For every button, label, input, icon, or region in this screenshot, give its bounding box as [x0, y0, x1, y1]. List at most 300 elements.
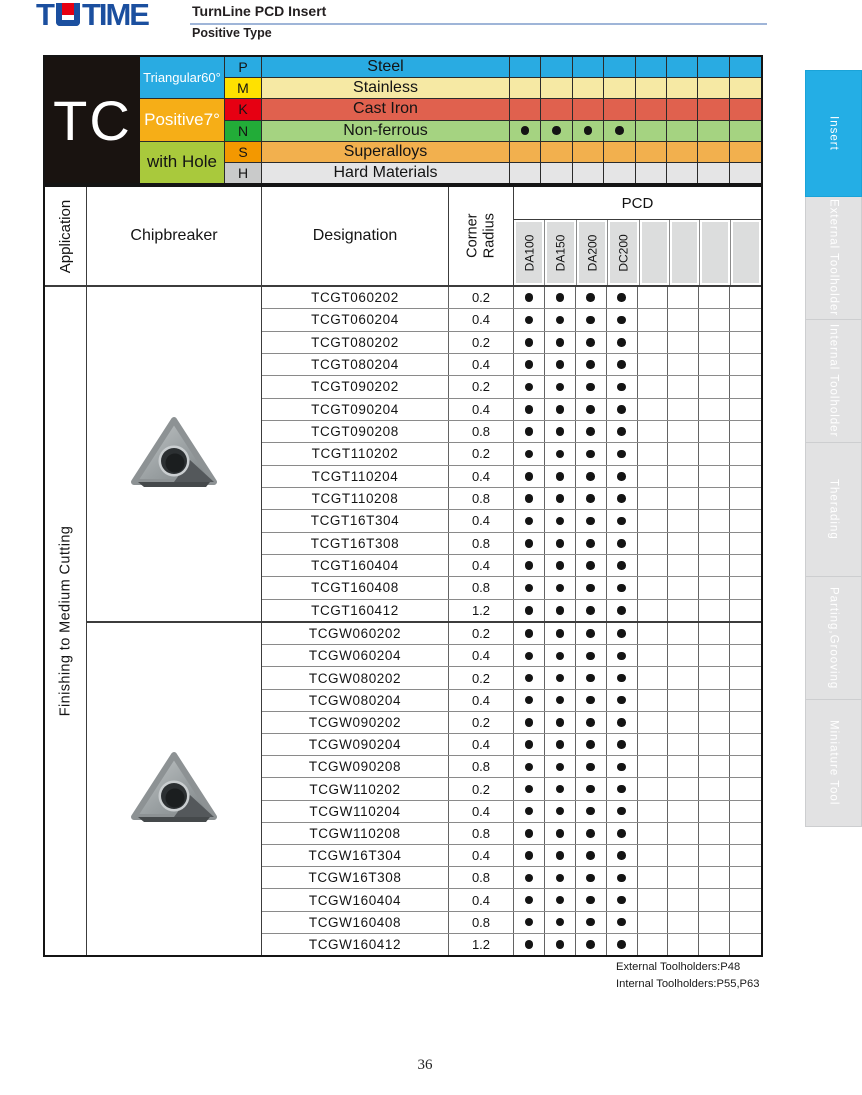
pcd-availability-cell	[730, 287, 761, 308]
material-letter: N	[225, 121, 262, 141]
pcd-availability-cell	[668, 421, 699, 442]
availability-dot-icon	[586, 785, 595, 794]
pcd-availability-cell	[638, 600, 669, 621]
table-row	[262, 332, 761, 354]
pcd-availability-cell	[730, 533, 761, 554]
table-row	[262, 354, 761, 376]
page-index-tabs	[805, 70, 862, 827]
material-grade-cell	[667, 78, 698, 98]
corner-radius-cell: 0.2	[449, 778, 514, 799]
pcd-availability-cell	[545, 399, 576, 420]
corner-radius-cell: 0.8	[449, 488, 514, 509]
availability-dot-icon	[586, 539, 595, 548]
availability-dot-icon	[525, 293, 534, 302]
table-row	[262, 443, 761, 465]
pcd-availability-cell	[699, 712, 730, 733]
feature-positive: Positive7°	[140, 99, 225, 141]
pcd-availability-cell	[545, 645, 576, 666]
pcd-availability-cell	[668, 690, 699, 711]
pcd-availability-cell	[607, 488, 638, 509]
pcd-availability-cell	[545, 332, 576, 353]
header-application: Application	[45, 187, 87, 285]
material-name: Steel	[262, 57, 510, 77]
pcd-availability-cell	[638, 332, 669, 353]
material-grade-cell	[573, 163, 604, 183]
pcd-availability-cell	[668, 912, 699, 933]
footnotes	[616, 959, 759, 992]
availability-dot-icon	[586, 740, 595, 749]
table-row	[262, 823, 761, 845]
designation-cell: TCGW060202	[262, 623, 449, 644]
designation-cell: TCGT160412	[262, 600, 449, 621]
pcd-availability-cell	[514, 801, 545, 822]
pcd-availability-cell	[730, 421, 761, 442]
pcd-availability-cell	[545, 376, 576, 397]
availability-dot-icon	[586, 896, 595, 905]
table-row	[262, 889, 761, 911]
availability-dot-icon	[525, 405, 534, 414]
pcd-availability-cell	[514, 845, 545, 866]
material-grade-cell	[573, 57, 604, 77]
material-grade-cell	[730, 99, 761, 119]
pcd-availability-cell	[638, 577, 669, 598]
sidebar-tab-internal-toolholder[interactable]	[805, 320, 862, 443]
corner-radius-cell: 0.4	[449, 309, 514, 330]
corner-radius-cell: 0.8	[449, 421, 514, 442]
pcd-availability-cell	[514, 309, 545, 330]
sidebar-tab-label: Internal Toolholder	[827, 324, 840, 438]
pcd-availability-cell	[545, 421, 576, 442]
designation-cell: TCGW090204	[262, 734, 449, 755]
designation-cell: TCGT110202	[262, 443, 449, 464]
pcd-availability-cell	[638, 712, 669, 733]
pcd-availability-cell	[730, 734, 761, 755]
availability-dot-icon	[556, 629, 565, 638]
designation-cell: TCGW080204	[262, 690, 449, 711]
table-row	[262, 734, 761, 756]
availability-dot-icon	[617, 740, 626, 749]
pcd-availability-cell	[607, 889, 638, 910]
pcd-availability-cell	[607, 823, 638, 844]
material-row	[225, 57, 761, 78]
pcd-availability-cell	[607, 667, 638, 688]
pcd-availability-cell	[730, 466, 761, 487]
availability-dot-icon	[617, 606, 626, 615]
material-grade-cell	[698, 142, 729, 162]
designation-cell: TCGT090202	[262, 376, 449, 397]
pcd-availability-cell	[545, 555, 576, 576]
pcd-availability-cell	[638, 912, 669, 933]
table-row	[262, 555, 761, 577]
material-letter: M	[225, 78, 262, 98]
pcd-availability-cell	[638, 823, 669, 844]
page-title: TurnLine PCD Insert	[192, 3, 327, 19]
corner-radius-cell: 0.2	[449, 443, 514, 464]
pcd-availability-cell	[730, 801, 761, 822]
availability-dot-icon	[617, 940, 626, 949]
pcd-availability-cell	[699, 667, 730, 688]
grade-column-dc200	[608, 220, 639, 285]
pcd-availability-cell	[576, 466, 607, 487]
pcd-availability-cell	[514, 889, 545, 910]
material-grade-cell	[698, 121, 729, 141]
material-grade-cell	[698, 57, 729, 77]
sidebar-tab-therading[interactable]	[805, 443, 862, 577]
pcd-availability-cell	[668, 889, 699, 910]
material-grade-cell	[541, 78, 572, 98]
corner-radius-cell: 0.4	[449, 399, 514, 420]
pcd-availability-cell	[730, 845, 761, 866]
pcd-availability-cell	[545, 488, 576, 509]
pcd-availability-cell	[638, 421, 669, 442]
pcd-availability-cell	[699, 443, 730, 464]
table-row	[262, 376, 761, 398]
designation-cell: TCGW160408	[262, 912, 449, 933]
pcd-availability-cell	[545, 690, 576, 711]
availability-dot-icon	[525, 874, 534, 883]
pcd-availability-cell	[699, 399, 730, 420]
corner-radius-cell: 0.4	[449, 845, 514, 866]
iso-material-table	[43, 55, 763, 185]
pcd-availability-cell	[514, 287, 545, 308]
material-grade-cell	[730, 57, 761, 77]
availability-dot-icon	[525, 494, 534, 503]
pcd-availability-cell	[607, 778, 638, 799]
availability-dot-icon	[617, 652, 626, 661]
material-grade-cell	[636, 78, 667, 98]
logo-o-icon	[56, 3, 80, 26]
triangular-insert-image	[130, 416, 218, 492]
pcd-availability-cell	[699, 934, 730, 955]
pcd-availability-cell	[730, 376, 761, 397]
product-features	[140, 57, 225, 183]
availability-dot-icon	[556, 539, 565, 548]
pcd-availability-cell	[607, 421, 638, 442]
designation-cell: TCGW110208	[262, 823, 449, 844]
pcd-availability-cell	[576, 623, 607, 644]
designation-cell: TCGT110204	[262, 466, 449, 487]
pcd-availability-cell	[607, 555, 638, 576]
pcd-availability-cell	[545, 756, 576, 777]
material-grade-cell	[636, 142, 667, 162]
pcd-availability-cell	[576, 801, 607, 822]
designation-cell: TCGT060204	[262, 309, 449, 330]
corner-radius-cell: 0.4	[449, 354, 514, 375]
application-cell	[45, 287, 87, 955]
availability-dot-icon	[556, 561, 565, 570]
pcd-availability-cell	[730, 309, 761, 330]
availability-dot-icon	[617, 674, 626, 683]
availability-dot-icon	[617, 874, 626, 883]
availability-dot-icon	[556, 652, 565, 661]
availability-dot-icon	[525, 584, 534, 593]
table-row	[262, 690, 761, 712]
designation-cell: TCGT080204	[262, 354, 449, 375]
availability-dot-icon	[617, 696, 626, 705]
sidebar-tab-insert[interactable]	[805, 70, 862, 197]
pcd-availability-cell	[730, 912, 761, 933]
pcd-availability-cell	[576, 667, 607, 688]
availability-dot-icon	[617, 785, 626, 794]
corner-radius-cell: 0.4	[449, 555, 514, 576]
availability-dot-icon	[556, 360, 565, 369]
rows-tcgt	[262, 287, 761, 621]
grade-column-empty	[731, 220, 761, 285]
application-value: Finishing to Medium Cutting	[57, 525, 74, 717]
availability-dot-icon	[521, 126, 530, 135]
availability-dot-icon	[556, 293, 565, 302]
table-row	[262, 399, 761, 421]
availability-dot-icon	[525, 674, 534, 683]
availability-dot-icon	[525, 785, 534, 794]
availability-dot-icon	[556, 450, 565, 459]
availability-dot-icon	[556, 740, 565, 749]
pcd-availability-cell	[730, 867, 761, 888]
material-grade-cell	[510, 121, 541, 141]
availability-dot-icon	[617, 584, 626, 593]
pcd-availability-cell	[638, 690, 669, 711]
sidebar-tab-label: Miniature Tool	[827, 720, 840, 806]
pcd-availability-cell	[668, 734, 699, 755]
availability-dot-icon	[617, 829, 626, 838]
availability-dot-icon	[617, 851, 626, 860]
material-grade-cell	[604, 121, 635, 141]
availability-dot-icon	[556, 696, 565, 705]
pcd-availability-cell	[545, 667, 576, 688]
availability-dot-icon	[525, 472, 534, 481]
availability-dot-icon	[552, 126, 561, 135]
availability-dot-icon	[586, 652, 595, 661]
pcd-availability-cell	[699, 867, 730, 888]
designation-cell: TCGW16T308	[262, 867, 449, 888]
availability-dot-icon	[525, 629, 534, 638]
pcd-availability-cell	[607, 577, 638, 598]
pcd-availability-cell	[607, 287, 638, 308]
designation-cell: TCGW060204	[262, 645, 449, 666]
insert-table	[43, 185, 763, 957]
pcd-availability-cell	[607, 734, 638, 755]
availability-dot-icon	[586, 851, 595, 860]
availability-dot-icon	[586, 807, 595, 816]
pcd-availability-cell	[730, 667, 761, 688]
pcd-availability-cell	[730, 443, 761, 464]
pcd-availability-cell	[668, 712, 699, 733]
material-grade-cell	[604, 142, 635, 162]
pcd-availability-cell	[514, 712, 545, 733]
availability-dot-icon	[617, 539, 626, 548]
pcd-availability-cell	[638, 466, 669, 487]
corner-radius-cell: 0.2	[449, 712, 514, 733]
availability-dot-icon	[525, 807, 534, 816]
designation-cell: TCGT060202	[262, 287, 449, 308]
availability-dot-icon	[617, 807, 626, 816]
availability-dot-icon	[586, 829, 595, 838]
material-grade-cell	[541, 57, 572, 77]
availability-dot-icon	[586, 383, 595, 392]
pcd-availability-cell	[576, 555, 607, 576]
material-grade-cell	[541, 121, 572, 141]
pcd-availability-cell	[545, 734, 576, 755]
availability-dot-icon	[556, 427, 565, 436]
sidebar-tab-parting-grooving[interactable]	[805, 577, 862, 700]
material-grade-cell	[698, 99, 729, 119]
availability-dot-icon	[586, 517, 595, 526]
availability-dot-icon	[525, 652, 534, 661]
material-grade-cell	[604, 99, 635, 119]
pcd-availability-cell	[576, 600, 607, 621]
availability-dot-icon	[586, 874, 595, 883]
material-grade-cell	[541, 142, 572, 162]
pcd-availability-cell	[514, 734, 545, 755]
table-row	[262, 466, 761, 488]
table-row	[262, 778, 761, 800]
availability-dot-icon	[556, 584, 565, 593]
availability-dot-icon	[617, 629, 626, 638]
pcd-availability-cell	[514, 778, 545, 799]
material-grade-cell	[636, 57, 667, 77]
material-grade-cell	[636, 121, 667, 141]
pcd-availability-cell	[607, 756, 638, 777]
grade-column-da200	[577, 220, 608, 285]
material-grade-cell	[510, 57, 541, 77]
pcd-availability-cell	[514, 577, 545, 598]
pcd-availability-cell	[576, 712, 607, 733]
availability-dot-icon	[525, 360, 534, 369]
material-grade-cell	[730, 78, 761, 98]
material-grade-cell	[573, 121, 604, 141]
pcd-availability-cell	[699, 309, 730, 330]
designation-cell: TCGT160404	[262, 555, 449, 576]
material-name: Stainless	[262, 78, 510, 98]
pcd-availability-cell	[545, 577, 576, 598]
availability-dot-icon	[586, 405, 595, 414]
pcd-availability-cell	[730, 823, 761, 844]
pcd-availability-cell	[668, 577, 699, 598]
pcd-availability-cell	[668, 309, 699, 330]
designation-cell: TCGT110208	[262, 488, 449, 509]
corner-radius-cell: 0.4	[449, 889, 514, 910]
page-number: 36	[417, 1057, 433, 1073]
pcd-availability-cell	[514, 421, 545, 442]
pcd-availability-cell	[638, 510, 669, 531]
pcd-availability-cell	[699, 421, 730, 442]
corner-radius-cell: 0.8	[449, 867, 514, 888]
material-name: Hard Materials	[262, 163, 510, 183]
pcd-availability-cell	[699, 287, 730, 308]
pcd-availability-cell	[668, 555, 699, 576]
availability-dot-icon	[556, 405, 565, 414]
pcd-availability-cell	[730, 778, 761, 799]
corner-radius-cell: 0.8	[449, 823, 514, 844]
material-grade-cell	[510, 163, 541, 183]
designation-cell: TCGW160412	[262, 934, 449, 955]
product-code-block: TC	[45, 57, 140, 183]
availability-dot-icon	[617, 718, 626, 727]
grade-column-da100	[514, 220, 545, 285]
availability-dot-icon	[617, 896, 626, 905]
material-grade-cell	[573, 142, 604, 162]
designation-cell: TCGW080202	[262, 667, 449, 688]
availability-dot-icon	[525, 940, 534, 949]
header-designation: Designation	[262, 187, 449, 285]
grade-column-empty	[700, 220, 730, 285]
pcd-availability-cell	[576, 778, 607, 799]
availability-dot-icon	[525, 851, 534, 860]
pcd-availability-cell	[638, 533, 669, 554]
corner-radius-cell: 0.2	[449, 667, 514, 688]
section-tcgw	[87, 621, 761, 955]
pcd-availability-cell	[668, 823, 699, 844]
availability-dot-icon	[584, 126, 593, 135]
availability-dot-icon	[525, 450, 534, 459]
corner-radius-cell: 0.4	[449, 801, 514, 822]
pcd-availability-cell	[699, 555, 730, 576]
pcd-availability-cell	[514, 690, 545, 711]
availability-dot-icon	[525, 539, 534, 548]
pcd-availability-cell	[638, 443, 669, 464]
availability-dot-icon	[586, 316, 595, 325]
pcd-availability-cell	[514, 667, 545, 688]
corner-radius-cell: 0.4	[449, 466, 514, 487]
pcd-availability-cell	[638, 354, 669, 375]
availability-dot-icon	[525, 561, 534, 570]
chipbreaker-photo-tcgw	[87, 623, 262, 955]
availability-dot-icon	[586, 338, 595, 347]
availability-dot-icon	[525, 740, 534, 749]
pcd-availability-cell	[668, 667, 699, 688]
pcd-availability-cell	[545, 354, 576, 375]
material-grade-cell	[667, 142, 698, 162]
pcd-availability-cell	[514, 354, 545, 375]
table-row	[262, 309, 761, 331]
pcd-availability-cell	[699, 332, 730, 353]
material-letter: H	[225, 163, 262, 183]
material-grade-cell	[604, 57, 635, 77]
pcd-availability-cell	[514, 443, 545, 464]
material-row	[225, 121, 761, 142]
material-grade-cell	[573, 78, 604, 98]
sidebar-tab-external-toolholder[interactable]	[805, 197, 862, 320]
page-subtitle: Positive Type	[192, 26, 272, 40]
designation-cell: TCGW110202	[262, 778, 449, 799]
material-grade-cell	[510, 142, 541, 162]
material-grade-cell	[667, 99, 698, 119]
pcd-availability-cell	[638, 645, 669, 666]
designation-cell: TCGW090202	[262, 712, 449, 733]
availability-dot-icon	[556, 829, 565, 838]
footnote-internal: Internal Toolholders:P55,P63	[616, 977, 760, 990]
pcd-availability-cell	[514, 645, 545, 666]
pcd-availability-cell	[668, 488, 699, 509]
pcd-availability-cell	[514, 600, 545, 621]
designation-cell: TCGT160408	[262, 577, 449, 598]
pcd-availability-cell	[576, 690, 607, 711]
material-letter: P	[225, 57, 262, 77]
sidebar-tab-miniature-tool[interactable]	[805, 700, 862, 827]
availability-dot-icon	[525, 517, 534, 526]
pcd-availability-cell	[668, 399, 699, 420]
pcd-availability-cell	[730, 756, 761, 777]
pcd-availability-cell	[638, 309, 669, 330]
pcd-availability-cell	[730, 332, 761, 353]
availability-dot-icon	[617, 360, 626, 369]
availability-dot-icon	[586, 629, 595, 638]
pcd-availability-cell	[607, 376, 638, 397]
pcd-availability-cell	[699, 376, 730, 397]
pcd-availability-cell	[545, 309, 576, 330]
pcd-availability-cell	[668, 443, 699, 464]
pcd-availability-cell	[699, 823, 730, 844]
